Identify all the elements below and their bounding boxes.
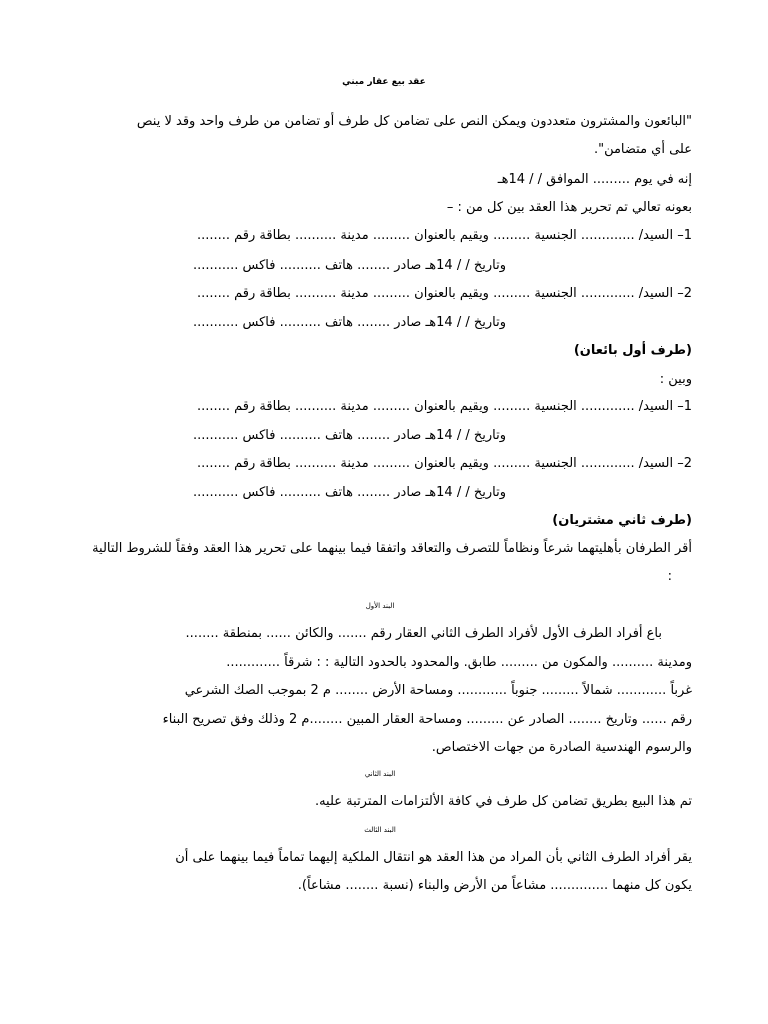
- clause-1-line-2: ومدينة .......... والمكون من ......... طابق. والمحدود بالحدود التالية : : شرقاً .............: [226, 655, 692, 670]
- clause-2-heading: البند الثاني: [364, 770, 396, 778]
- agreement-line-1: أقر الطرفان بأهليتهما شرعاً ونظاماً للتصرف والتعاقد واتفقا فيما بينهما على تحرير هذا العقد وفقاً للشروط التالية: [92, 541, 692, 556]
- clause-2-line-1: تم هذا البيع بطريق تضامن كل طرف في كافة الألتزامات المترتبة عليه.: [314, 794, 692, 809]
- agreement-line-2: :: [667, 569, 672, 584]
- first-party-person-2-line-1: 2– السيد/ ............. الجنسية ......... ويقيم بالعنوان ......... مدينة .......... بطاقة رقم ........: [196, 286, 692, 301]
- note-line-2: على أي متضامن".: [593, 142, 692, 157]
- first-party-person-1-line-2: وتاريخ / / 14هـ صادر ........ هاتف .......... فاكس ...........: [192, 258, 506, 273]
- between-label: وبين :: [659, 372, 692, 387]
- second-party-person-1-line-2: وتاريخ / / 14هـ صادر ........ هاتف .......... فاكس ...........: [192, 428, 506, 443]
- first-party-person-2-line-2: وتاريخ / / 14هـ صادر ........ هاتف .......... فاكس ...........: [192, 315, 506, 330]
- clause-1-line-4: رقم ...... وتاريخ ........ الصادر عن ......... ومساحة العقار المبين ........م 2 وذلك وفق تصريح البناء: [162, 712, 692, 727]
- clause-3-line-1: يقر أفراد الطرف الثاني بأن المراد من هذا العقد هو انتقال الملكية إليهما تماماً فيما بينهما على أن: [175, 850, 692, 865]
- clause-3-heading: البند الثالث: [364, 826, 396, 834]
- date-line: إنه في يوم ......... الموافق / / 14هـ: [497, 172, 692, 187]
- clause-1-heading: البند الأول: [365, 602, 395, 610]
- second-party-person-2-line-1: 2– السيد/ ............. الجنسية ......... ويقيم بالعنوان ......... مدينة .......... بطاقة رقم ........: [196, 456, 692, 471]
- second-party-label: (طرف ثاني مشتريان): [552, 513, 692, 528]
- clause-3-line-2: يكون كل منهما .............. مشاعاً من الأرض والبناء (نسبة ........ مشاعاً).: [297, 878, 692, 893]
- second-party-person-1-line-1: 1– السيد/ ............. الجنسية ......... ويقيم بالعنوان ......... مدينة .......... بطاقة رقم ........: [196, 399, 692, 414]
- note-line-1: "البائعون والمشترون متعددون ويمكن النص على تضامن كل طرف أو تضامن من طرف واحد وقد لا ينص: [136, 114, 692, 129]
- clause-1-line-3: غرباً ............ شمالاً ......... جنوباً ............ ومساحة الأرض ........ م 2 بموجب الصك الشرعي: [184, 683, 692, 698]
- contract-title: عقد بيع عقار مبني: [342, 77, 426, 87]
- second-party-person-2-line-2: وتاريخ / / 14هـ صادر ........ هاتف .......... فاكس ...........: [192, 485, 506, 500]
- clause-1-line-1: باع أفراد الطرف الأول لأفراد الطرف الثاني العقار رقم ....... والكائن ...... بمنطقة ........: [185, 626, 662, 641]
- clause-1-line-5: والرسوم الهندسية الصادرة من جهات الاختصاص.: [431, 740, 692, 755]
- first-party-label: (طرف أول بائعان): [573, 343, 692, 358]
- first-party-person-1-line-1: 1– السيد/ ............. الجنسية ......... ويقيم بالعنوان ......... مدينة .......... بطاقة رقم ........: [196, 228, 692, 243]
- intro-line: بعونه تعالي تم تحرير هذا العقد بين كل من : –: [446, 200, 692, 215]
